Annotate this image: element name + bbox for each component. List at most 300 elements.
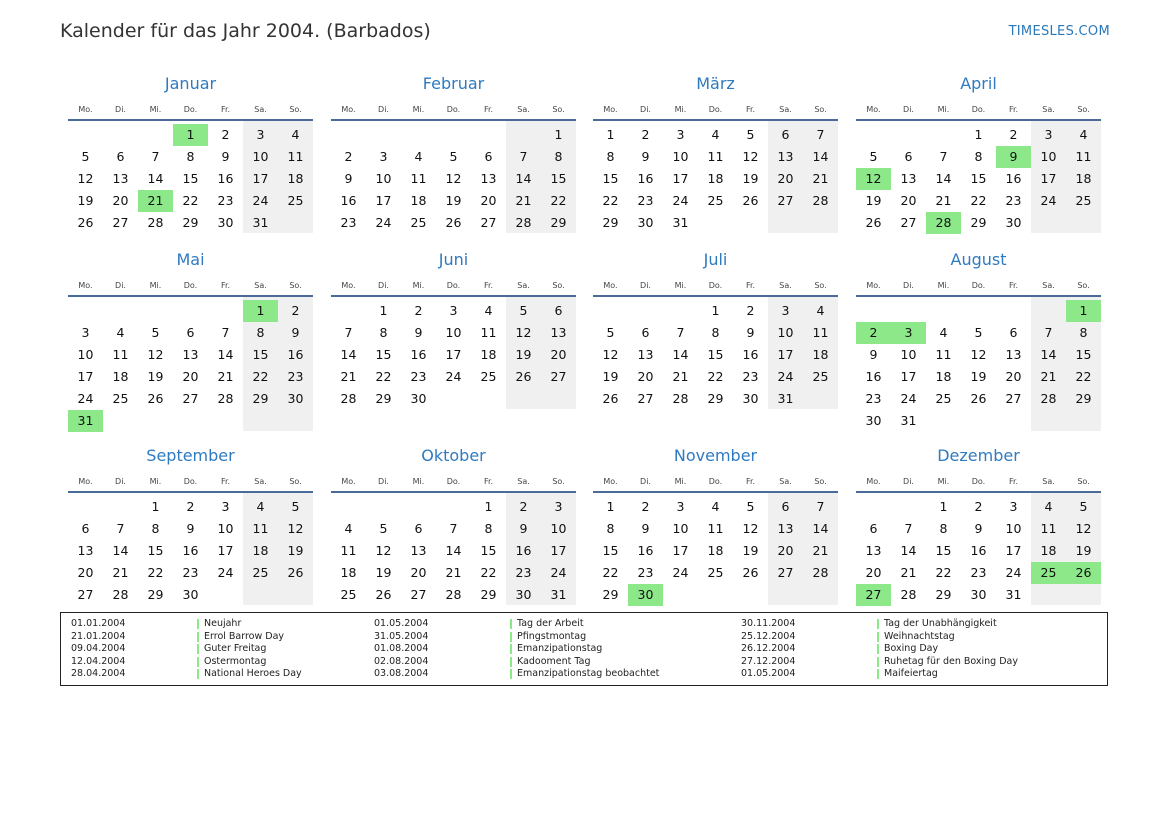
month-name: August: [950, 250, 1007, 269]
day-cell: 29: [970, 215, 987, 230]
day-cell: 12: [147, 347, 164, 362]
day-cell: 8: [151, 521, 160, 536]
day-cell: 17: [217, 543, 234, 558]
day-cell: 14: [112, 543, 129, 558]
day-cell: 4: [256, 499, 265, 514]
weekday-header: So.: [814, 281, 827, 290]
day-cell: 14: [147, 171, 164, 186]
day-cell: 9: [221, 149, 230, 164]
day-cell: 16: [340, 193, 357, 208]
day-cell: 6: [484, 149, 493, 164]
day-cell: 2: [1009, 127, 1018, 142]
day-cell: 28: [812, 193, 829, 208]
day-cell: 23: [340, 215, 357, 230]
day-cell: 29: [1075, 391, 1092, 406]
weekday-header: Fr.: [1008, 477, 1019, 486]
day-cell: 28: [672, 391, 689, 406]
day-cell: 12: [742, 149, 759, 164]
day-cell: 24: [77, 391, 94, 406]
day-cell: 14: [217, 347, 234, 362]
day-cell: 13: [637, 347, 654, 362]
day-cell: 3: [256, 127, 265, 142]
day-cell: 8: [606, 149, 615, 164]
page-title: Kalender für das Jahr 2004. (Barbados): [60, 20, 431, 42]
day-cell: 6: [781, 127, 790, 142]
weekday-header: Di.: [903, 477, 914, 486]
day-cell: 29: [602, 215, 619, 230]
legend-date: 01.08.2004: [374, 643, 429, 654]
day-cell: 13: [900, 171, 917, 186]
legend-holiday-name: Pfingstmontag: [517, 630, 587, 642]
day-cell: 5: [746, 499, 755, 514]
day-cell: 23: [637, 565, 654, 580]
day-cell: 11: [252, 521, 269, 536]
day-cell: 17: [77, 369, 94, 384]
weekday-header: Di.: [640, 281, 651, 290]
day-cell: 19: [865, 193, 882, 208]
legend-marker: [197, 657, 199, 667]
day-cell: 12: [602, 347, 619, 362]
day-cell: 17: [1005, 543, 1022, 558]
legend-date: 02.08.2004: [374, 655, 429, 667]
day-cell: 6: [904, 149, 913, 164]
day-cell: 20: [1005, 369, 1022, 384]
day-cell: 29: [480, 587, 497, 602]
day-cell: 13: [77, 543, 94, 558]
day-cell: 16: [217, 171, 234, 186]
day-cell: 13: [777, 521, 794, 536]
day-cell: 20: [410, 565, 427, 580]
day-cell: 17: [900, 369, 917, 384]
day-cell: 22: [550, 193, 567, 208]
brand-link[interactable]: TIMESLES.COM: [1008, 24, 1110, 39]
day-cell: 28: [1040, 391, 1057, 406]
day-cell: 29: [375, 391, 392, 406]
day-cell: 8: [1079, 325, 1088, 340]
day-cell: 25: [707, 193, 724, 208]
day-cell: 18: [410, 193, 427, 208]
day-cell: 25: [410, 215, 427, 230]
weekday-header: So.: [552, 281, 565, 290]
day-cell: 13: [865, 543, 882, 558]
day-cell: 13: [550, 325, 567, 340]
month-name: März: [696, 74, 735, 93]
day-cell: 4: [344, 521, 353, 536]
day-cell: 6: [414, 521, 423, 536]
weekday-header: Fr.: [220, 105, 231, 114]
weekday-header: Sa.: [254, 281, 267, 290]
weekday-header: Mo.: [341, 105, 356, 114]
day-cell: 7: [676, 325, 685, 340]
month-name: April: [960, 74, 997, 93]
day-cell: 4: [484, 303, 493, 318]
legend-date: 27.12.2004: [741, 655, 796, 667]
day-cell: 25: [340, 587, 357, 602]
day-cell: 11: [1075, 149, 1092, 164]
holiday-day: 26: [1066, 562, 1101, 584]
holiday-day: 28: [926, 212, 961, 234]
day-cell: 7: [519, 149, 528, 164]
weekday-header: Do.: [183, 105, 198, 114]
weekday-header: So.: [552, 477, 565, 486]
legend-marker: [510, 669, 512, 679]
day-cell: 26: [742, 565, 759, 580]
day-cell: 4: [711, 499, 720, 514]
day-cell: 10: [252, 149, 269, 164]
day-cell: 29: [182, 215, 199, 230]
day-cell: 8: [711, 325, 720, 340]
day-cell: 24: [252, 193, 269, 208]
weekday-header: Mi.: [937, 105, 950, 114]
day-cell: 22: [480, 565, 497, 580]
day-cell: 20: [777, 543, 794, 558]
day-cell: 5: [379, 521, 388, 536]
day-cell: 15: [182, 171, 199, 186]
day-cell: 10: [777, 325, 794, 340]
day-cell: 2: [746, 303, 755, 318]
day-cell: 13: [182, 347, 199, 362]
month-name: Januar: [164, 74, 217, 93]
legend-holiday-name: Emanzipationstag beobachtet: [517, 668, 660, 679]
day-cell: 29: [707, 391, 724, 406]
day-cell: 14: [515, 171, 532, 186]
weekday-header: Di.: [903, 281, 914, 290]
day-cell: 23: [515, 565, 532, 580]
day-cell: 24: [672, 565, 689, 580]
day-cell: 3: [781, 303, 790, 318]
day-cell: 25: [112, 391, 129, 406]
day-cell: 9: [641, 149, 650, 164]
legend-date: 01.01.2004: [71, 618, 126, 629]
day-cell: 20: [900, 193, 917, 208]
weekday-header: Mi.: [937, 477, 950, 486]
day-cell: 16: [865, 369, 882, 384]
holiday-day: 1: [173, 124, 208, 146]
day-cell: 9: [746, 325, 755, 340]
day-cell: 19: [375, 565, 392, 580]
day-cell: 6: [781, 499, 790, 514]
weekday-header: Mi.: [149, 105, 162, 114]
day-cell: 15: [707, 347, 724, 362]
day-cell: 13: [112, 171, 129, 186]
day-cell: 18: [935, 369, 952, 384]
holiday-day: 3: [891, 322, 926, 344]
month-6: [593, 250, 838, 440]
day-cell: 4: [116, 325, 125, 340]
weekday-header: Di.: [115, 281, 126, 290]
weekday-header: Fr.: [483, 477, 494, 486]
legend-holiday-name: Maifeiertag: [884, 668, 938, 679]
weekday-header: Di.: [640, 477, 651, 486]
day-cell: 3: [676, 499, 685, 514]
day-cell: 28: [340, 391, 357, 406]
day-cell: 20: [480, 193, 497, 208]
day-cell: 7: [449, 521, 458, 536]
day-cell: 24: [445, 369, 462, 384]
legend-marker: [197, 619, 199, 629]
month-name: Februar: [422, 74, 485, 93]
day-cell: 18: [480, 347, 497, 362]
day-cell: 1: [484, 499, 493, 514]
day-cell: 14: [672, 347, 689, 362]
day-cell: 8: [606, 521, 615, 536]
day-cell: 19: [147, 369, 164, 384]
day-cell: 6: [554, 303, 563, 318]
day-cell: 11: [410, 171, 427, 186]
day-cell: 3: [676, 127, 685, 142]
day-cell: 22: [147, 565, 164, 580]
weekday-header: Sa.: [1042, 281, 1055, 290]
day-cell: 5: [1079, 499, 1088, 514]
legend-holiday-name: Neujahr: [204, 618, 242, 629]
day-cell: 30: [865, 413, 882, 428]
legend-date: 03.08.2004: [374, 668, 429, 679]
day-cell: 26: [287, 565, 304, 580]
day-cell: 26: [375, 587, 392, 602]
day-cell: 16: [515, 543, 532, 558]
legend-marker: [877, 644, 879, 654]
day-cell: 2: [344, 149, 353, 164]
day-cell: 5: [151, 325, 160, 340]
holiday-day: 12: [856, 168, 891, 190]
day-cell: 11: [1040, 521, 1057, 536]
month-name: Dezember: [937, 446, 1020, 465]
holiday-day: 31: [68, 410, 103, 432]
weekday-header: Do.: [446, 477, 461, 486]
day-cell: 19: [77, 193, 94, 208]
legend-marker: [877, 632, 879, 642]
day-cell: 12: [287, 521, 304, 536]
legend-date: 01.05.2004: [741, 668, 796, 679]
day-cell: 17: [445, 347, 462, 362]
day-cell: 4: [1044, 499, 1053, 514]
day-cell: 23: [287, 369, 304, 384]
weekday-header: Di.: [640, 105, 651, 114]
day-cell: 8: [484, 521, 493, 536]
holiday-day: 25: [1031, 562, 1066, 584]
weekday-header: Sa.: [254, 105, 267, 114]
weekday-header: So.: [552, 105, 565, 114]
weekday-header: Mi.: [412, 477, 425, 486]
weekday-header: Mi.: [149, 477, 162, 486]
day-cell: 18: [707, 171, 724, 186]
legend-marker: [877, 619, 879, 629]
day-cell: 18: [340, 565, 357, 580]
weekday-header: Fr.: [745, 477, 756, 486]
day-cell: 2: [519, 499, 528, 514]
legend-date: 28.04.2004: [71, 668, 126, 679]
day-cell: 12: [77, 171, 94, 186]
day-cell: 6: [1009, 325, 1018, 340]
legend-date: 31.05.2004: [374, 630, 429, 642]
weekday-header: Mo.: [866, 281, 881, 290]
day-cell: 2: [221, 127, 230, 142]
month-10: [593, 446, 838, 636]
day-cell: 27: [900, 215, 917, 230]
day-cell: 27: [777, 193, 794, 208]
day-cell: 15: [375, 347, 392, 362]
day-cell: 6: [869, 521, 878, 536]
month-name: Juli: [703, 250, 728, 269]
day-cell: 20: [112, 193, 129, 208]
day-cell: 30: [970, 587, 987, 602]
day-cell: 16: [637, 543, 654, 558]
day-cell: 12: [445, 171, 462, 186]
month-3: [856, 74, 1101, 264]
day-cell: 12: [970, 347, 987, 362]
day-cell: 7: [816, 499, 825, 514]
day-cell: 22: [707, 369, 724, 384]
weekday-header: Sa.: [1042, 477, 1055, 486]
legend-marker: [197, 632, 199, 642]
day-cell: 29: [147, 587, 164, 602]
day-cell: 20: [777, 171, 794, 186]
day-cell: 15: [970, 171, 987, 186]
legend-holiday-name: Boxing Day: [884, 643, 939, 654]
day-cell: 19: [287, 543, 304, 558]
weekday-header: So.: [289, 105, 302, 114]
day-cell: 17: [777, 347, 794, 362]
day-cell: 24: [900, 391, 917, 406]
day-cell: 24: [1040, 193, 1057, 208]
day-cell: 26: [602, 391, 619, 406]
day-cell: 21: [217, 369, 234, 384]
day-cell: 23: [970, 565, 987, 580]
day-cell: 26: [742, 193, 759, 208]
legend-holiday-name: Weihnachtstag: [884, 630, 955, 642]
month-0: [68, 74, 313, 264]
day-cell: 3: [1009, 499, 1018, 514]
day-cell: 7: [116, 521, 125, 536]
month-2: [593, 74, 838, 264]
day-cell: 8: [554, 149, 563, 164]
weekday-header: So.: [814, 105, 827, 114]
day-cell: 5: [746, 127, 755, 142]
legend-holiday-name: Emanzipationstag: [517, 643, 603, 654]
day-cell: 23: [742, 369, 759, 384]
weekday-header: Do.: [971, 477, 986, 486]
day-cell: 3: [81, 325, 90, 340]
day-cell: 16: [637, 171, 654, 186]
day-cell: 30: [182, 587, 199, 602]
legend-holiday-name: Errol Barrow Day: [204, 630, 285, 642]
weekday-header: Fr.: [745, 105, 756, 114]
day-cell: 28: [112, 587, 129, 602]
weekday-header: Fr.: [483, 105, 494, 114]
day-cell: 22: [375, 369, 392, 384]
day-cell: 19: [742, 171, 759, 186]
day-cell: 30: [742, 391, 759, 406]
day-cell: 31: [900, 413, 917, 428]
day-cell: 19: [602, 369, 619, 384]
month-9: [331, 446, 576, 636]
legend-holiday-name: Kadooment Tag: [517, 655, 591, 667]
day-cell: 15: [252, 347, 269, 362]
day-cell: 13: [480, 171, 497, 186]
day-cell: 10: [672, 521, 689, 536]
day-cell: 11: [707, 149, 724, 164]
day-cell: 25: [252, 565, 269, 580]
day-cell: 27: [112, 215, 129, 230]
month-name: Mai: [176, 250, 205, 269]
day-cell: 20: [77, 565, 94, 580]
weekday-header: Sa.: [517, 477, 530, 486]
weekday-header: Sa.: [517, 105, 530, 114]
day-cell: 7: [344, 325, 353, 340]
day-cell: 14: [340, 347, 357, 362]
day-cell: 13: [410, 543, 427, 558]
month-4: [68, 250, 313, 440]
legend-date: 12.04.2004: [71, 655, 126, 667]
day-cell: 27: [550, 369, 567, 384]
day-cell: 2: [641, 499, 650, 514]
weekday-header: Fr.: [1008, 281, 1019, 290]
day-cell: 18: [1075, 171, 1092, 186]
day-cell: 31: [777, 391, 794, 406]
day-cell: 23: [1005, 193, 1022, 208]
weekday-header: Di.: [903, 105, 914, 114]
day-cell: 1: [554, 127, 563, 142]
day-cell: 23: [182, 565, 199, 580]
weekday-header: Di.: [115, 477, 126, 486]
day-cell: 11: [935, 347, 952, 362]
weekday-header: Fr.: [220, 477, 231, 486]
day-cell: 6: [81, 521, 90, 536]
day-cell: 4: [816, 303, 825, 318]
day-cell: 28: [900, 587, 917, 602]
day-cell: 5: [519, 303, 528, 318]
day-cell: 9: [519, 521, 528, 536]
day-cell: 27: [182, 391, 199, 406]
holiday-day: 2: [856, 322, 891, 344]
day-cell: 6: [186, 325, 195, 340]
day-cell: 10: [375, 171, 392, 186]
weekday-header: Do.: [446, 105, 461, 114]
day-cell: 21: [812, 171, 829, 186]
legend-holiday-name: Ostermontag: [204, 655, 267, 667]
day-cell: 24: [1005, 565, 1022, 580]
day-cell: 15: [602, 543, 619, 558]
weekday-header: Do.: [708, 281, 723, 290]
day-cell: 10: [1005, 521, 1022, 536]
day-cell: 17: [252, 171, 269, 186]
day-cell: 16: [970, 543, 987, 558]
day-cell: 11: [480, 325, 497, 340]
day-cell: 4: [414, 149, 423, 164]
day-cell: 7: [939, 149, 948, 164]
day-cell: 26: [515, 369, 532, 384]
day-cell: 27: [480, 215, 497, 230]
legend-marker: [510, 632, 512, 642]
day-cell: 9: [641, 521, 650, 536]
weekday-header: So.: [289, 281, 302, 290]
day-cell: 17: [672, 171, 689, 186]
legend-date: 09.04.2004: [71, 643, 126, 654]
legend-holiday-name: Guter Freitag: [204, 643, 267, 654]
day-cell: 27: [77, 587, 94, 602]
day-cell: 21: [812, 543, 829, 558]
day-cell: 7: [221, 325, 230, 340]
day-cell: 8: [186, 149, 195, 164]
day-cell: 10: [217, 521, 234, 536]
day-cell: 16: [1005, 171, 1022, 186]
day-cell: 30: [1005, 215, 1022, 230]
day-cell: 18: [707, 543, 724, 558]
day-cell: 21: [1040, 369, 1057, 384]
legend-holiday-name: National Heroes Day: [204, 668, 302, 679]
day-cell: 23: [865, 391, 882, 406]
holiday-legend: [60, 612, 1108, 686]
